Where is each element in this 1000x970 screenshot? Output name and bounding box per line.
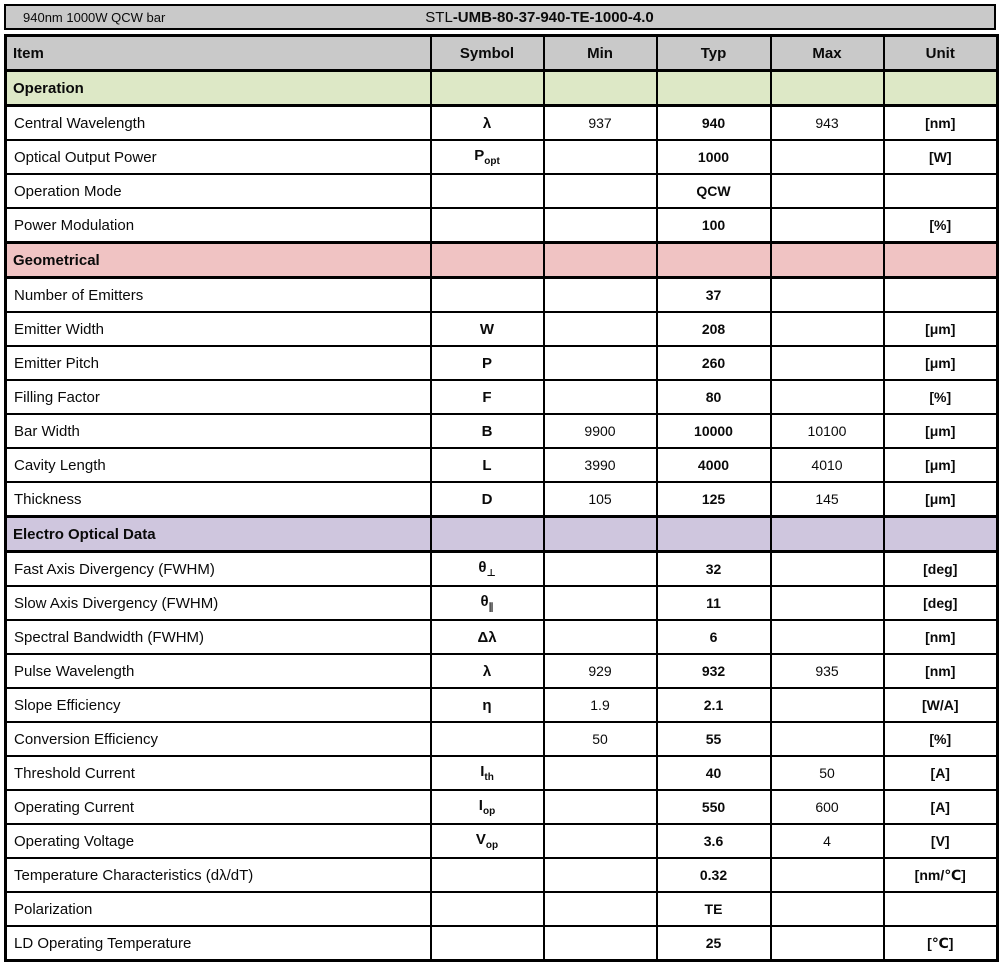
section-cell xyxy=(657,517,771,552)
table-row xyxy=(6,926,998,961)
header-row xyxy=(6,36,998,71)
table-row xyxy=(6,688,998,722)
cell-item: Cavity Length xyxy=(6,448,431,482)
table-row xyxy=(6,790,998,824)
model-suffix: -UMB-80-37-940-TE-1000-4.0 xyxy=(452,8,654,26)
cell-min xyxy=(544,140,657,174)
table-row xyxy=(6,482,998,517)
cell-unit: [W/A] xyxy=(884,688,998,722)
section-cell xyxy=(431,71,544,106)
cell-min xyxy=(544,174,657,208)
cell-typ: 80 xyxy=(657,380,771,414)
cell-unit: [%] xyxy=(884,722,998,756)
cell-item: Filling Factor xyxy=(6,380,431,414)
cell-typ: 1000 xyxy=(657,140,771,174)
cell-unit: [%] xyxy=(884,380,998,414)
table-row xyxy=(6,756,998,790)
model-number xyxy=(425,9,653,26)
cell-typ: 100 xyxy=(657,208,771,243)
table-row xyxy=(6,620,998,654)
cell-symbol: Δλ xyxy=(431,620,544,654)
section-title: Operation xyxy=(6,71,431,106)
title-bar xyxy=(4,4,996,30)
cell-unit: [deg] xyxy=(884,586,998,620)
cell-typ: 40 xyxy=(657,756,771,790)
cell-item: Threshold Current xyxy=(6,756,431,790)
cell-max xyxy=(771,380,884,414)
cell-max: 50 xyxy=(771,756,884,790)
col-header-item: Item xyxy=(6,36,431,71)
cell-unit xyxy=(884,892,998,926)
cell-symbol: λ xyxy=(431,654,544,688)
cell-typ: QCW xyxy=(657,174,771,208)
cell-symbol: D xyxy=(431,482,544,517)
cell-symbol: F xyxy=(431,380,544,414)
cell-unit xyxy=(884,174,998,208)
section-cell xyxy=(771,517,884,552)
section-title: Geometrical xyxy=(6,243,431,278)
section-row xyxy=(6,243,998,278)
cell-typ: 2.1 xyxy=(657,688,771,722)
cell-unit: [A] xyxy=(884,790,998,824)
cell-item: Emitter Width xyxy=(6,312,431,346)
cell-unit: [μm] xyxy=(884,482,998,517)
cell-unit: [nm/℃] xyxy=(884,858,998,892)
cell-item: Conversion Efficiency xyxy=(6,722,431,756)
cell-symbol: $\theta_\parallel$ xyxy=(431,586,544,620)
cell-typ: 25 xyxy=(657,926,771,961)
table-row xyxy=(6,414,998,448)
cell-item: Operating Current xyxy=(6,790,431,824)
cell-max xyxy=(771,586,884,620)
cell-max xyxy=(771,926,884,961)
cell-min: 929 xyxy=(544,654,657,688)
section-cell xyxy=(657,243,771,278)
cell-item: Number of Emitters xyxy=(6,278,431,313)
cell-typ: 208 xyxy=(657,312,771,346)
cell-max xyxy=(771,552,884,587)
cell-symbol xyxy=(431,892,544,926)
cell-max: 145 xyxy=(771,482,884,517)
cell-min xyxy=(544,620,657,654)
cell-min xyxy=(544,552,657,587)
table-row xyxy=(6,858,998,892)
col-header-max: Max xyxy=(771,36,884,71)
table-row xyxy=(6,380,998,414)
table-row xyxy=(6,824,998,858)
cell-item: Optical Output Power xyxy=(6,140,431,174)
cell-unit: [deg] xyxy=(884,552,998,587)
section-title: Electro Optical Data xyxy=(6,517,431,552)
cell-max xyxy=(771,722,884,756)
col-header-symbol: Symbol xyxy=(431,36,544,71)
cell-min xyxy=(544,892,657,926)
cell-max: 4 xyxy=(771,824,884,858)
section-cell xyxy=(771,71,884,106)
cell-min xyxy=(544,926,657,961)
cell-min xyxy=(544,824,657,858)
cell-symbol: $\theta_\perp$ xyxy=(431,552,544,587)
cell-item: Operation Mode xyxy=(6,174,431,208)
cell-max xyxy=(771,892,884,926)
cell-symbol: $V_{op}$ xyxy=(431,824,544,858)
cell-max xyxy=(771,174,884,208)
table-row xyxy=(6,448,998,482)
table-row xyxy=(6,106,998,141)
cell-symbol: λ xyxy=(431,106,544,141)
col-header-unit: Unit xyxy=(884,36,998,71)
section-cell xyxy=(431,517,544,552)
cell-min: 1.9 xyxy=(544,688,657,722)
cell-typ: 550 xyxy=(657,790,771,824)
cell-max: 600 xyxy=(771,790,884,824)
col-header-min: Min xyxy=(544,36,657,71)
cell-typ: 55 xyxy=(657,722,771,756)
cell-min xyxy=(544,790,657,824)
cell-min: 3990 xyxy=(544,448,657,482)
cell-typ: 4000 xyxy=(657,448,771,482)
table-row xyxy=(6,892,998,926)
table-row xyxy=(6,208,998,243)
cell-max: 943 xyxy=(771,106,884,141)
cell-symbol xyxy=(431,208,544,243)
spec-table-body xyxy=(6,71,998,961)
cell-item: Central Wavelength xyxy=(6,106,431,141)
cell-typ: 0.32 xyxy=(657,858,771,892)
table-row xyxy=(6,722,998,756)
cell-max xyxy=(771,620,884,654)
cell-max xyxy=(771,208,884,243)
cell-min xyxy=(544,346,657,380)
cell-typ: 37 xyxy=(657,278,771,313)
cell-unit: [W] xyxy=(884,140,998,174)
cell-min xyxy=(544,756,657,790)
product-label: 940nm 1000W QCW bar xyxy=(23,9,166,25)
cell-min: 937 xyxy=(544,106,657,141)
table-row xyxy=(6,346,998,380)
cell-max: 10100 xyxy=(771,414,884,448)
cell-unit: [nm] xyxy=(884,654,998,688)
cell-item: Pulse Wavelength xyxy=(6,654,431,688)
cell-unit: [%] xyxy=(884,208,998,243)
cell-symbol xyxy=(431,858,544,892)
cell-min: 105 xyxy=(544,482,657,517)
cell-unit: [μm] xyxy=(884,312,998,346)
section-cell xyxy=(657,71,771,106)
cell-max: 4010 xyxy=(771,448,884,482)
section-cell xyxy=(884,71,998,106)
cell-typ: 260 xyxy=(657,346,771,380)
section-cell xyxy=(884,243,998,278)
cell-max xyxy=(771,278,884,313)
cell-item: Spectral Bandwidth (FWHM) xyxy=(6,620,431,654)
cell-typ: 11 xyxy=(657,586,771,620)
cell-unit: [μm] xyxy=(884,414,998,448)
table-row xyxy=(6,552,998,587)
cell-min xyxy=(544,312,657,346)
cell-unit: [V] xyxy=(884,824,998,858)
cell-symbol: W xyxy=(431,312,544,346)
cell-symbol: $I_{th}$ xyxy=(431,756,544,790)
cell-max xyxy=(771,688,884,722)
cell-item: LD Operating Temperature xyxy=(6,926,431,961)
cell-typ: 940 xyxy=(657,106,771,141)
cell-symbol: η xyxy=(431,688,544,722)
cell-typ: 32 xyxy=(657,552,771,587)
section-row xyxy=(6,71,998,106)
cell-unit: [μm] xyxy=(884,448,998,482)
table-row xyxy=(6,312,998,346)
table-row xyxy=(6,654,998,688)
cell-typ: 3.6 xyxy=(657,824,771,858)
cell-symbol: $P_{opt}$ xyxy=(431,140,544,174)
cell-symbol xyxy=(431,278,544,313)
cell-min: 9900 xyxy=(544,414,657,448)
section-cell xyxy=(431,243,544,278)
cell-symbol xyxy=(431,926,544,961)
cell-item: Bar Width xyxy=(6,414,431,448)
cell-symbol: L xyxy=(431,448,544,482)
section-cell xyxy=(544,243,657,278)
section-row xyxy=(6,517,998,552)
cell-min xyxy=(544,858,657,892)
section-cell xyxy=(771,243,884,278)
cell-typ: 932 xyxy=(657,654,771,688)
col-header-typ: Typ xyxy=(657,36,771,71)
table-row xyxy=(6,140,998,174)
cell-min xyxy=(544,208,657,243)
cell-symbol xyxy=(431,174,544,208)
cell-typ: TE xyxy=(657,892,771,926)
cell-min xyxy=(544,586,657,620)
cell-symbol: B xyxy=(431,414,544,448)
cell-unit xyxy=(884,278,998,313)
cell-typ: 6 xyxy=(657,620,771,654)
table-row xyxy=(6,586,998,620)
cell-item: Slow Axis Divergency (FWHM) xyxy=(6,586,431,620)
cell-unit: [nm] xyxy=(884,106,998,141)
cell-item: Emitter Pitch xyxy=(6,346,431,380)
cell-unit: [μm] xyxy=(884,346,998,380)
table-row xyxy=(6,174,998,208)
cell-min xyxy=(544,278,657,313)
cell-typ: 125 xyxy=(657,482,771,517)
section-cell xyxy=(884,517,998,552)
cell-symbol: $I_{op}$ xyxy=(431,790,544,824)
spec-table xyxy=(4,34,999,962)
cell-item: Fast Axis Divergency (FWHM) xyxy=(6,552,431,587)
cell-symbol xyxy=(431,722,544,756)
model-prefix: STL xyxy=(425,8,453,26)
cell-unit: [℃] xyxy=(884,926,998,961)
cell-typ: 10000 xyxy=(657,414,771,448)
cell-max xyxy=(771,346,884,380)
table-row xyxy=(6,278,998,313)
section-cell xyxy=(544,71,657,106)
cell-symbol: P xyxy=(431,346,544,380)
cell-max xyxy=(771,312,884,346)
cell-item: Thickness xyxy=(6,482,431,517)
cell-max: 935 xyxy=(771,654,884,688)
cell-unit: [nm] xyxy=(884,620,998,654)
cell-item: Operating Voltage xyxy=(6,824,431,858)
section-cell xyxy=(544,517,657,552)
cell-item: Temperature Characteristics (dλ/dT) xyxy=(6,858,431,892)
cell-unit: [A] xyxy=(884,756,998,790)
cell-item: Slope Efficiency xyxy=(6,688,431,722)
cell-item: Polarization xyxy=(6,892,431,926)
cell-max xyxy=(771,140,884,174)
cell-max xyxy=(771,858,884,892)
cell-min xyxy=(544,380,657,414)
cell-min: 50 xyxy=(544,722,657,756)
cell-item: Power Modulation xyxy=(6,208,431,243)
